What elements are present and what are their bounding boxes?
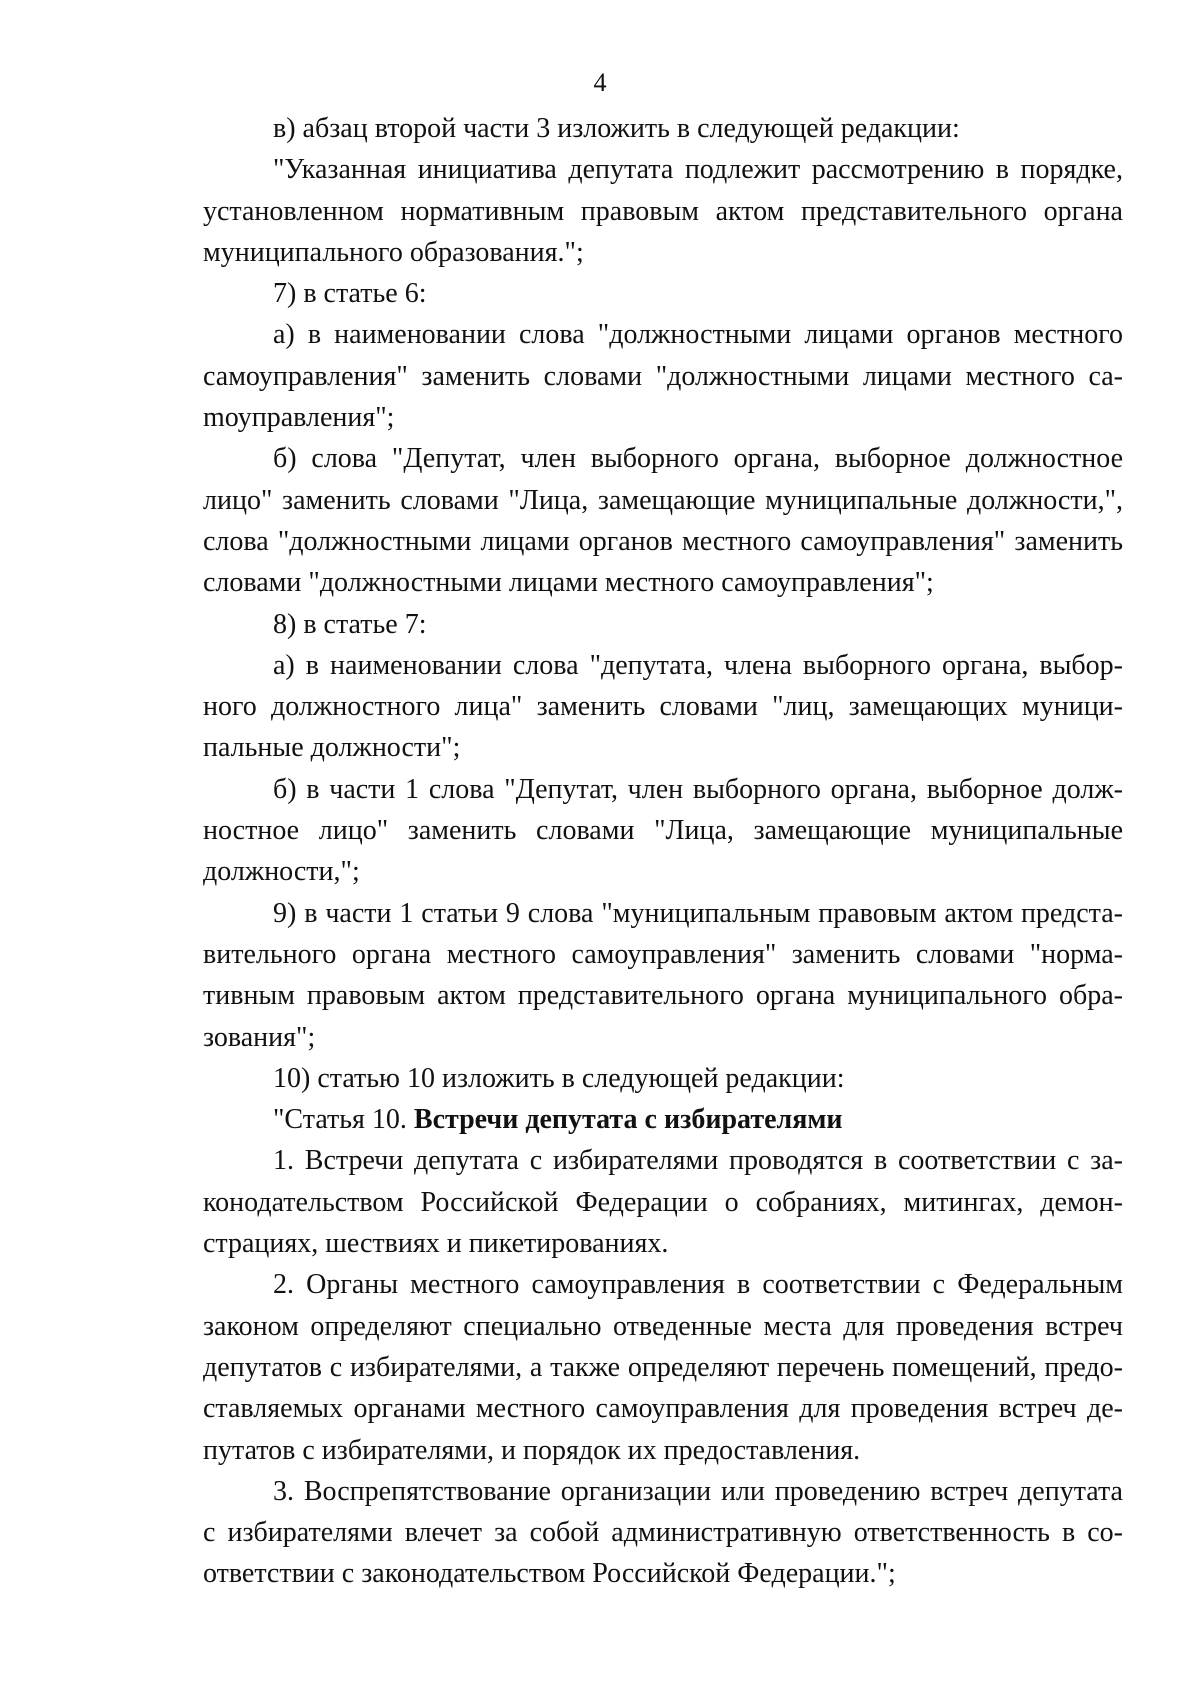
paragraph-amend-v: в) абзац второй части 3 изложить в следующей редакции: <box>273 113 960 144</box>
paragraph-item-8b: б) в части 1 слова "Депутат, член выборного органа, выборное должностное лицо" заменить словами "Лица, замещающие муниципальные должности,"; <box>203 773 1123 888</box>
article-paragraph-2: 2. Органы местного самоуправления в соответствии с Федеральным законом определяют специально отведенные места для проведения встреч депутатов с избирателями, а также определяют перечень помещений, предоставляемых органами местного самоуправления для проведения встреч депутатов с избирателями, и порядок их предоставления. <box>203 1269 1123 1466</box>
paragraph-item-7b: б) слова "Депутат, член выборного органа, выборное должностное лицо" заменить словами "Лица, замещающие муниципальные должности,", слова "должностными лицами органов местного самоуправления" заменить словами "должностными лицами местного самоуправления"; <box>203 443 1123 599</box>
page-number: 4 <box>593 68 607 97</box>
paragraph-item-7: 7) в статье 6: <box>273 278 427 310</box>
paragraph-quoted-initiative: "Указанная инициатива депутата подлежит рассмотрению в порядке, установленном нормативным правовым актом представительного органа муниципального образования."; <box>203 154 1123 268</box>
paragraph-item-9: 9) в части 1 статьи 9 слова "муниципальным правовым актом представительного органа местного самоуправления" заменить словами "нормативным правовым актом представительного органа муниципального образования"; <box>203 897 1123 1053</box>
article-paragraph-3: 3. Воспрепятствование организации или проведению встреч депутата с избирателями влечет за собой административную ответственность в соответствии с законодательством Российской Федерации."; <box>203 1475 1123 1590</box>
paragraph-item-8: 8) в статье 7: <box>273 608 427 640</box>
paragraph-item-10: 10) статью 10 изложить в следующей редакции: <box>273 1062 845 1094</box>
paragraph-item-7a: а) в наименовании слова "должностными лицами органов местного самоуправления" заменить словами "должностными лицами местного саmоуправления"; <box>203 319 1123 434</box>
article-heading-prefix: "Статья 10. <box>273 1104 414 1136</box>
article-heading-title: Встречи депутата с избирателями <box>413 1104 843 1136</box>
document-body <box>203 108 1123 1595</box>
article-heading <box>203 1099 1123 1140</box>
article-paragraph-1: 1. Встречи депутата с избирателями проводятся в соответствии с законодательством Российской Федерации о собраниях, митингах, демонстрациях, шествиях и пикетированиях. <box>203 1145 1123 1260</box>
paragraph-item-8a: а) в наименовании слова "депутата, члена выборного органа, выборного должностного лица" заменить словами "лиц, замещающих муниципальные должности"; <box>203 649 1123 764</box>
